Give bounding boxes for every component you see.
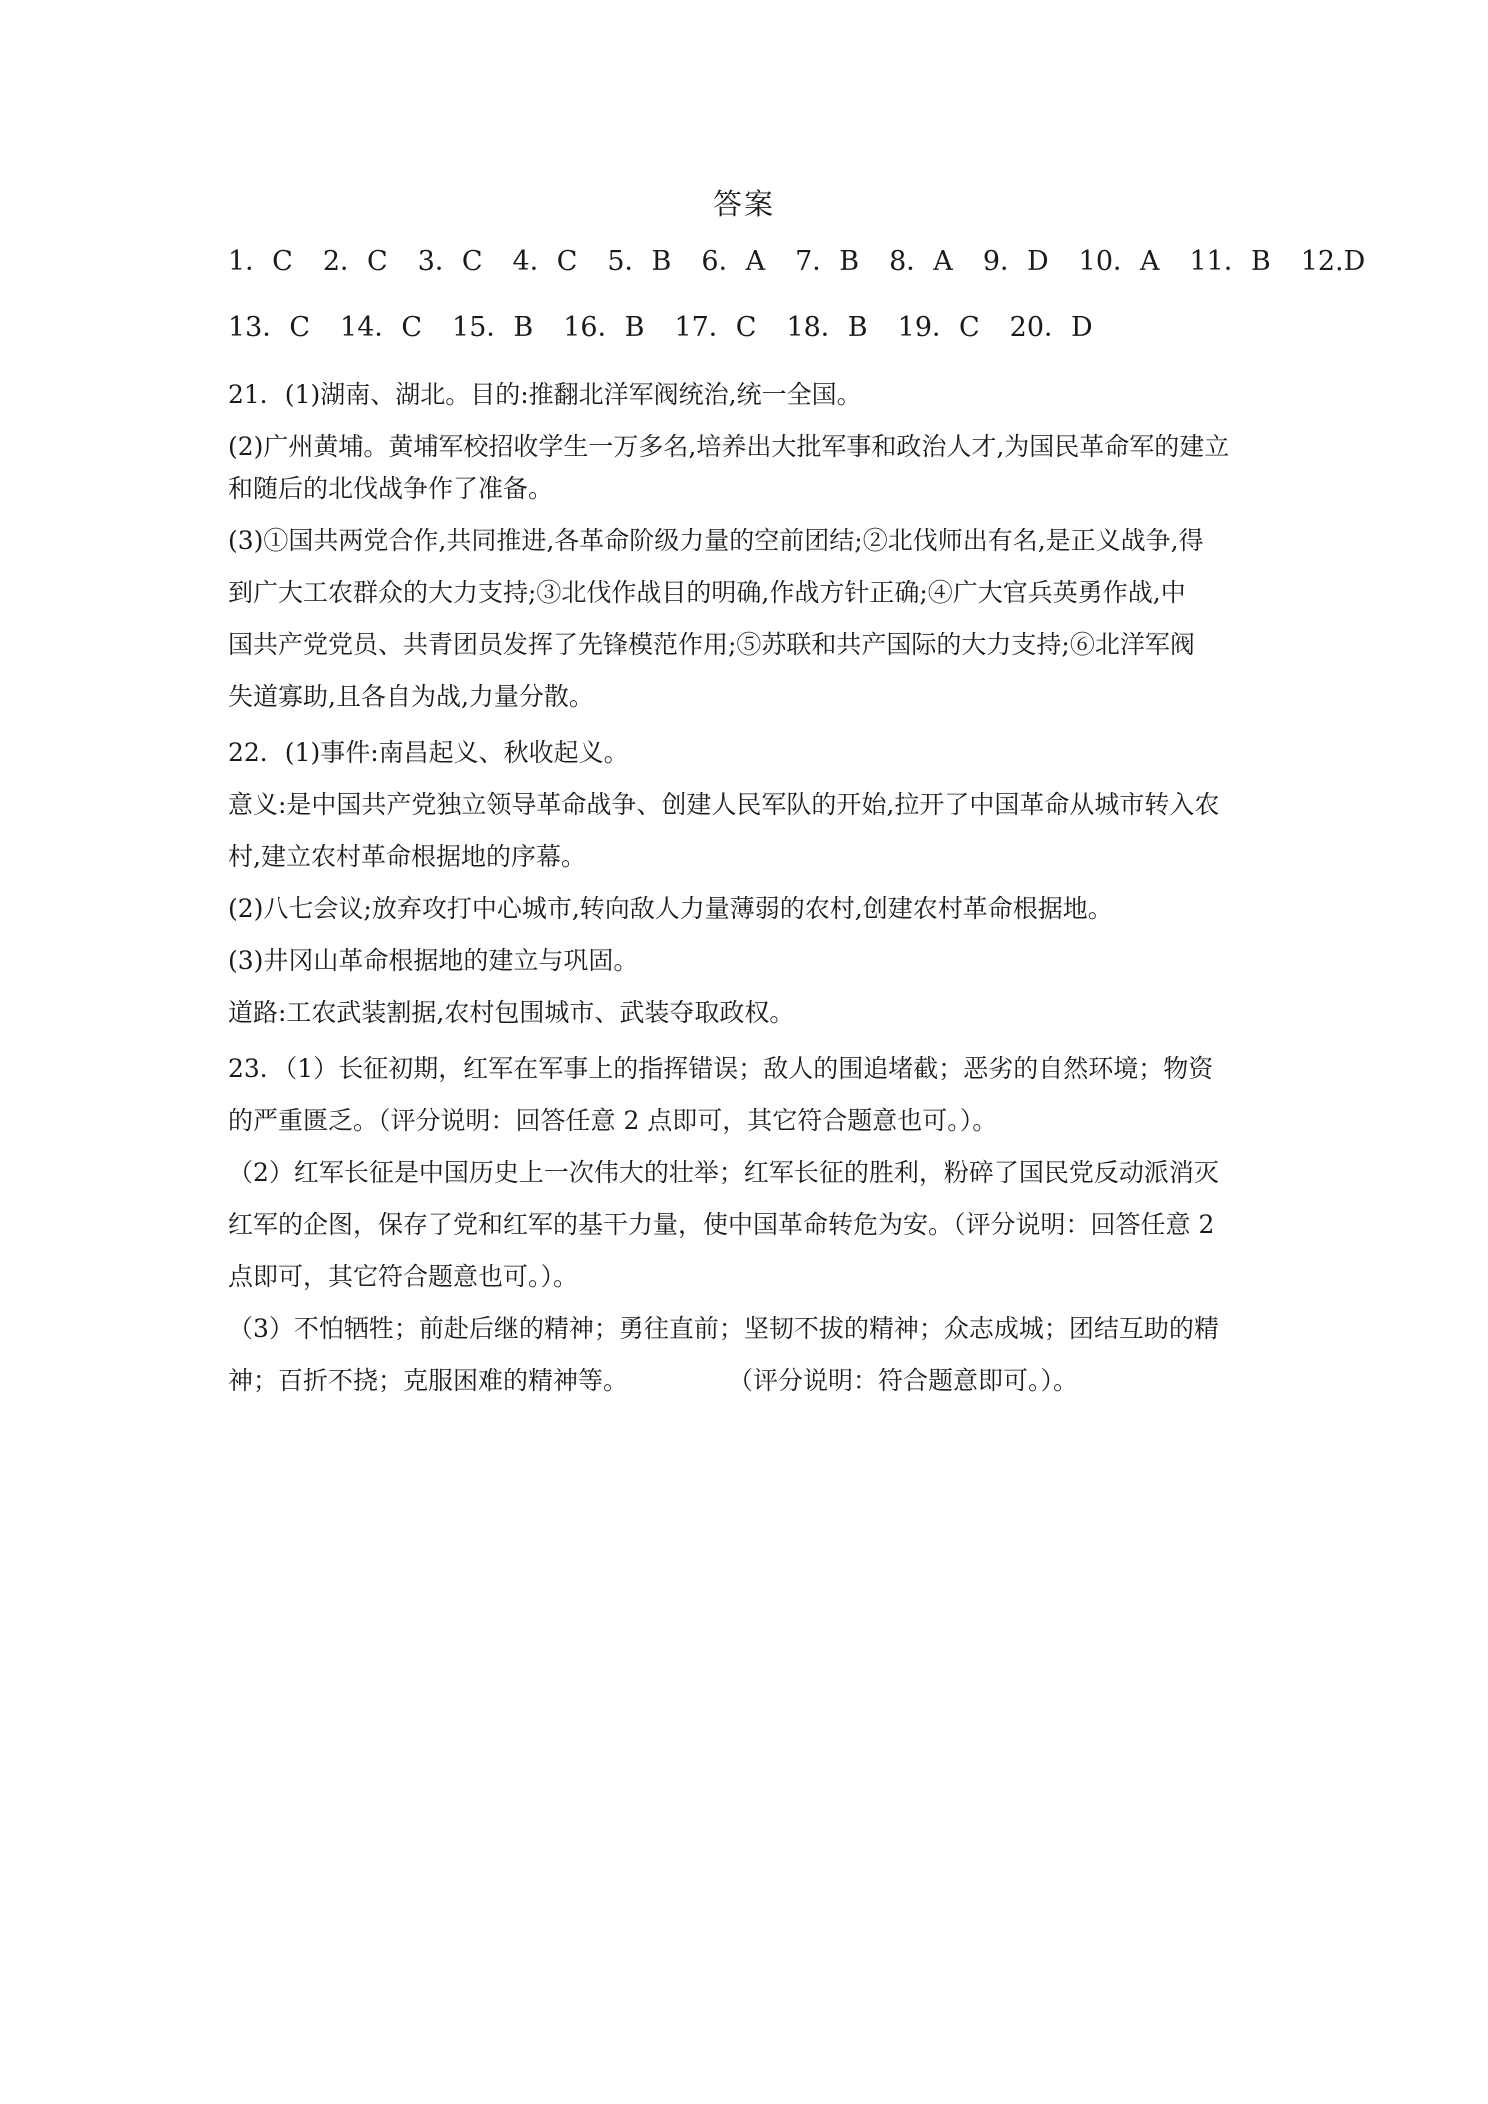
mc-answer: 20．D (1009, 312, 1093, 343)
page-title: 答案 (712, 187, 775, 221)
mc-answer: 18．B (786, 312, 868, 343)
mc-answer: 19．C (897, 312, 980, 343)
mc-answer: 15．B (452, 312, 534, 343)
mc-answer: 7．B (795, 246, 860, 277)
answer-line: 道路:工农武装割据,农村包围城市、武装夺取政权。 (228, 998, 795, 1027)
answer-line: (3)井冈山革命根据地的建立与巩固。 (228, 946, 639, 975)
mc-answer: 13．C (228, 312, 311, 343)
answer-line: 意义:是中国共产党独立领导革命战争、创建人民军队的开始,拉开了中国革命从城市转入农 (228, 790, 1220, 819)
answer-line: （3）不怕牺牲；前赴后继的精神；勇往直前；坚韧不拔的精神；众志成城；团结互助的精 (228, 1314, 1219, 1343)
answer-line: (2)广州黄埔。黄埔军校招收学生一万多名,培养出大批军事和政治人才,为国民革命军的建立 (228, 432, 1230, 461)
mc-answer: 5．B (607, 246, 672, 277)
answer-line: 国共产党党员、共青团员发挥了先锋模范作用;⑤苏联和共产国际的大力支持;⑥北洋军阀 (228, 630, 1195, 659)
mc-answer: 2．C (322, 246, 388, 277)
mc-answers-row-1 (228, 242, 1366, 308)
mc-answer: 14．C (340, 312, 423, 343)
mc-answer: 8．A (889, 246, 953, 277)
mc-answer: 4．C (512, 246, 578, 277)
mc-answer: 12.D (1300, 246, 1366, 277)
mc-answer: 11．B (1189, 246, 1271, 277)
answer-line: 神；百折不挠；克服困难的精神等。 （评分说明：符合题意即可。）。 (228, 1366, 1079, 1395)
question-22-answer (228, 732, 1268, 1034)
answer-line: （2）红军长征是中国历史上一次伟大的壮举；红军长征的胜利，粉碎了国民党反动派消灭 (228, 1158, 1219, 1187)
answer-content (228, 242, 1366, 1402)
answer-line: (3)①国共两党合作,共同推进,各革命阶级力量的空前团结;②北伐师出有名,是正义战争,得 (228, 526, 1204, 555)
answer-line: 和随后的北伐战争作了准备。 (228, 474, 554, 503)
answer-line: 22．(1)事件:南昌起义、秋收起义。 (228, 738, 629, 767)
mc-answer: 10．A (1078, 246, 1160, 277)
mc-answer: 9．D (982, 246, 1049, 277)
mc-answer: 16．B (563, 312, 645, 343)
answer-line: 村,建立农村革命根据地的序幕。 (228, 842, 586, 871)
mc-answer: 3．C (417, 246, 483, 277)
question-21-answer (228, 374, 1268, 718)
answer-line: 点即可，其它符合题意也可。）。 (228, 1262, 579, 1291)
answer-line: 21．(1)湖南、湖北。目的:推翻北洋军阀统治,统一全国。 (228, 380, 862, 409)
answer-line: 失道寡助,且各自为战,力量分散。 (228, 682, 594, 711)
mc-answer: 6．A (701, 246, 766, 277)
mc-answer: 1．C (228, 246, 293, 277)
question-23-answer (228, 1048, 1268, 1402)
mc-answers-row-2 (228, 308, 1268, 374)
answer-line: 红军的企图，保存了党和红军的基干力量，使中国革命转危为安。（评分说明：回答任意 2 (228, 1210, 1215, 1239)
answer-line: 23．（1）长征初期，红军在军事上的指挥错误；敌人的围追堵截；恶劣的自然环境；物资 (228, 1054, 1214, 1083)
answer-line: (2)八七会议;放弃攻打中心城市,转向敌人力量薄弱的农村,创建农村革命根据地。 (228, 894, 1113, 923)
answer-line: 的严重匮乏。（评分说明：回答任意 2 点即可，其它符合题意也可。）。 (228, 1106, 998, 1135)
mc-answer: 17．C (674, 312, 757, 343)
answer-line: 到广大工农群众的大力支持;③北伐作战目的明确,作战方针正确;④广大官兵英勇作战,中 (228, 578, 1186, 607)
